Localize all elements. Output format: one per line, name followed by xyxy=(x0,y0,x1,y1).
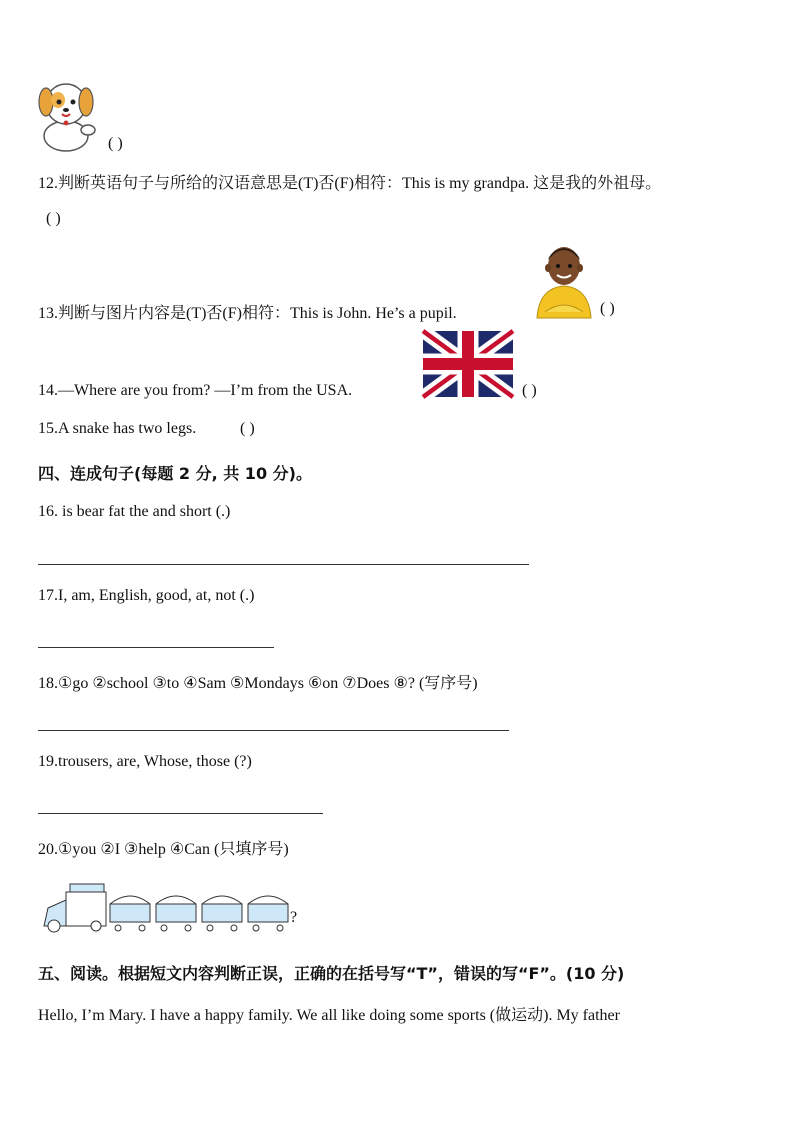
q14-answer-paren[interactable]: ( ) xyxy=(522,382,537,399)
q18-text: 18.①go ②school ③to ④Sam ⑤Mondays ⑥on ⑦Does ⑧? (写序号) xyxy=(38,675,478,692)
train-car-2[interactable] xyxy=(156,896,196,931)
uk-flag-image xyxy=(423,331,513,397)
q19-answer-line[interactable] xyxy=(38,813,323,814)
q11-answer-paren[interactable]: ( ) xyxy=(108,135,123,152)
q16-answer-line[interactable] xyxy=(38,564,529,565)
train-car-4[interactable] xyxy=(248,896,288,931)
passage-line-1: Hello, I’m Mary. I have a happy family. We all like doing some sports (做运动). My father xyxy=(38,1007,620,1024)
q16-text: 16. is bear fat the and short (.) xyxy=(38,503,231,520)
q17-answer-line[interactable] xyxy=(38,647,274,648)
train-end-mark: ? xyxy=(290,909,298,926)
puppy-image xyxy=(36,78,100,152)
q19-text: 19.trousers, are, Whose, those (?) xyxy=(38,753,252,770)
q14-text: 14.—Where are you from? —I’m from the USA. xyxy=(38,382,353,399)
q13-text: 13.判断与图片内容是(T)否(F)相符：This is John. He’s a pupil. xyxy=(38,305,457,322)
section4-title: 四、连成句子(每题 2 分, 共 10 分)。 xyxy=(38,464,312,483)
boy-john-image xyxy=(533,242,595,318)
train-car-1[interactable] xyxy=(110,896,150,931)
q13-answer-paren[interactable]: ( ) xyxy=(600,300,615,317)
q12-answer-paren[interactable]: ( ) xyxy=(46,210,61,227)
q12-text: 12.判断英语句子与所给的汉语意思是(T)否(F)相符：This is my grandpa. 这是我的外祖母。 xyxy=(38,175,662,192)
train-car-3[interactable] xyxy=(202,896,242,931)
q18-answer-line[interactable] xyxy=(38,730,509,731)
section5-title: 五、阅读。根据短文内容判断正误，正确的在括号写“T”，错误的写“F”。(10 分) xyxy=(38,964,625,983)
q20-text: 20.①you ②I ③help ④Can (只填序号) xyxy=(38,841,289,858)
q15-answer-paren[interactable]: ( ) xyxy=(240,420,255,437)
train-answer-diagram xyxy=(40,882,300,938)
q15-text: 15.A snake has two legs. xyxy=(38,420,197,437)
q17-text: 17.I, am, English, good, at, not (.) xyxy=(38,587,255,604)
